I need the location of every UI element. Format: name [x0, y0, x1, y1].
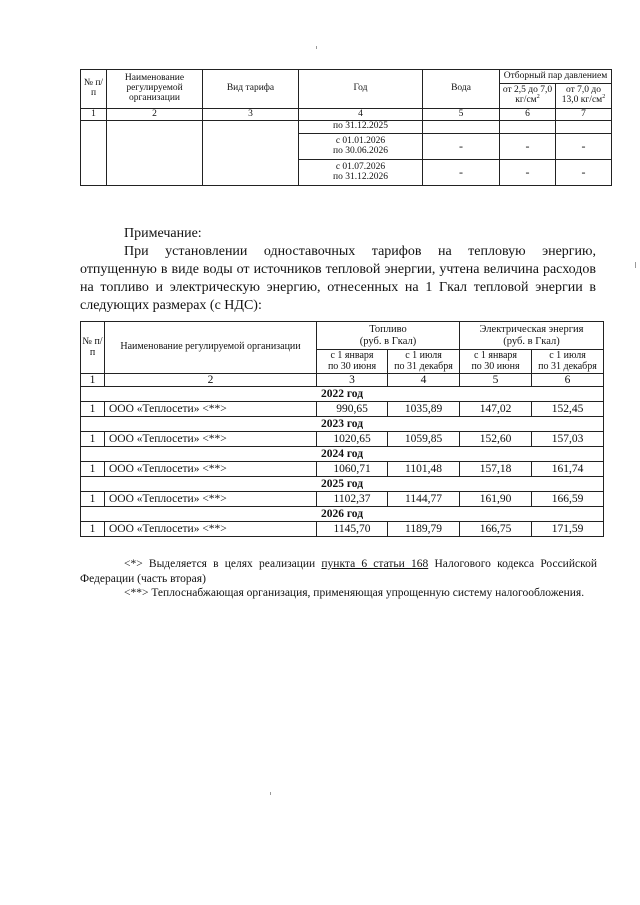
row-org: ООО «Теплосети» <**> — [105, 522, 317, 537]
t1-water: - — [423, 160, 500, 186]
footnote-2: <**> Теплоснабжающая организация, применяющая упрощенную систему налогообложения. — [124, 587, 585, 599]
t1-water: - — [423, 134, 500, 160]
elec-h2: 157,03 — [532, 432, 604, 447]
t1-colnum: 6 — [500, 109, 556, 121]
fuel-h2: 1144,77 — [388, 492, 460, 507]
elec-h1: 152,60 — [460, 432, 532, 447]
fuel-h2: 1059,85 — [388, 432, 460, 447]
row-org: ООО «Теплосети» <**> — [105, 432, 317, 447]
t1-steam2: - — [556, 134, 612, 160]
year-label: 2025 год — [81, 477, 604, 492]
table-row — [81, 462, 604, 477]
t2-header-elec: Электрическая энергия (руб. в Гкал) — [460, 322, 604, 350]
t2-colnum: 3 — [317, 374, 388, 387]
t1-header-num: № п/п — [81, 70, 107, 109]
t1-steam2 — [556, 121, 612, 134]
t1-colnum: 7 — [556, 109, 612, 121]
tariff-table — [80, 69, 612, 186]
t1-empty-cell — [203, 121, 299, 186]
fuel-h1: 990,65 — [317, 402, 388, 417]
footnote-1: <*> Выделяется в целях реализации пункта 6 статьи 168 Налогового кодекса Российской Федерации (часть вторая) — [80, 558, 597, 585]
row-num: 1 — [81, 522, 105, 537]
t1-colnum: 3 — [203, 109, 299, 121]
t1-period: по 31.12.2025 — [299, 121, 423, 134]
elec-h2: 171,59 — [532, 522, 604, 537]
table-row — [81, 402, 604, 417]
year-label: 2022 год — [81, 387, 604, 402]
t1-empty-cell — [81, 121, 107, 186]
elec-h2: 166,59 — [532, 492, 604, 507]
footnote-legal-link[interactable]: пункта 6 статьи 168 — [321, 558, 429, 570]
row-num: 1 — [81, 492, 105, 507]
table-row — [81, 522, 604, 537]
t1-header-tariff: Вид тарифа — [203, 70, 299, 109]
note-body: При установлении одноставочных тарифов на тепловую энергию, отпущенную в виде воды от источников тепловой энергии, учтена величина расходов на топливо и электрическую энергию, отнесенных на 1 Гкал тепловой энергии в следующих размерах (с НДС): — [80, 244, 596, 313]
fuel-h2: 1189,79 — [388, 522, 460, 537]
t1-row — [81, 121, 612, 134]
fuel-h1: 1145,70 — [317, 522, 388, 537]
note-title: Примечание: — [124, 226, 202, 241]
row-org: ООО «Теплосети» <**> — [105, 462, 317, 477]
table-row — [81, 492, 604, 507]
t1-header-year: Год — [299, 70, 423, 109]
fuel-h1: 1060,71 — [317, 462, 388, 477]
fuel-h1: 1102,37 — [317, 492, 388, 507]
year-label: 2024 год — [81, 447, 604, 462]
table-row — [81, 432, 604, 447]
year-row — [81, 387, 604, 402]
fuel-h2: 1035,89 — [388, 402, 460, 417]
t2-header-period2: с 1 июля по 31 декабря — [532, 350, 604, 374]
elec-h2: 152,45 — [532, 402, 604, 417]
fuel-h1: 1020,65 — [317, 432, 388, 447]
row-org: ООО «Теплосети» <**> — [105, 492, 317, 507]
t2-colnum: 4 — [388, 374, 460, 387]
t2-header-period1: с 1 января по 30 июня — [317, 350, 388, 374]
row-num: 1 — [81, 462, 105, 477]
row-num: 1 — [81, 402, 105, 417]
scan-mark — [635, 262, 636, 268]
t1-steam1: - — [500, 160, 556, 186]
t2-header-period1: с 1 января по 30 июня — [460, 350, 532, 374]
t1-period: с 01.07.2026 по 31.12.2026 — [299, 160, 423, 186]
t1-header-steam1: от 2,5 до 7,0 $кг/см^2$ — [500, 84, 556, 109]
t2-header-fuel: Топливо (руб. в Гкал) — [317, 322, 460, 350]
t1-water — [423, 121, 500, 134]
elec-h1: 147,02 — [460, 402, 532, 417]
t2-colnum: 5 — [460, 374, 532, 387]
t2-header-period2: с 1 июля по 31 декабря — [388, 350, 460, 374]
year-row — [81, 417, 604, 432]
cost-table — [80, 321, 604, 537]
t2-colnum: 2 — [105, 374, 317, 387]
t1-period: с 01.01.2026 по 30.06.2026 — [299, 134, 423, 160]
t1-header-steam2: от 7,0 до 13,0 $кг/см^2$ — [556, 84, 612, 109]
year-row — [81, 477, 604, 492]
t1-colnum: 2 — [107, 109, 203, 121]
row-num: 1 — [81, 432, 105, 447]
row-org: ООО «Теплосети» <**> — [105, 402, 317, 417]
year-row — [81, 447, 604, 462]
year-label: 2026 год — [81, 507, 604, 522]
year-row — [81, 507, 604, 522]
t1-steam1: - — [500, 134, 556, 160]
t1-header-water: Вода — [423, 70, 500, 109]
t2-colnum: 1 — [81, 374, 105, 387]
t1-steam2: - — [556, 160, 612, 186]
t1-steam1 — [500, 121, 556, 134]
elec-h1: 166,75 — [460, 522, 532, 537]
elec-h2: 161,74 — [532, 462, 604, 477]
t2-colnum: 6 — [532, 374, 604, 387]
year-label: 2023 год — [81, 417, 604, 432]
t2-header-num: № п/п — [81, 322, 105, 374]
scan-mark — [316, 46, 317, 49]
t1-colnum: 5 — [423, 109, 500, 121]
elec-h1: 161,90 — [460, 492, 532, 507]
elec-h1: 157,18 — [460, 462, 532, 477]
t1-colnum: 1 — [81, 109, 107, 121]
t1-header-steam-group: Отборный пар давлением — [500, 70, 612, 84]
t1-header-org: Наименование регулируемой организации — [107, 70, 203, 109]
scan-mark — [270, 792, 271, 795]
t1-empty-cell — [107, 121, 203, 186]
t2-header-org: Наименование регулируемой организации — [105, 322, 317, 374]
fuel-h2: 1101,48 — [388, 462, 460, 477]
t1-colnum: 4 — [299, 109, 423, 121]
